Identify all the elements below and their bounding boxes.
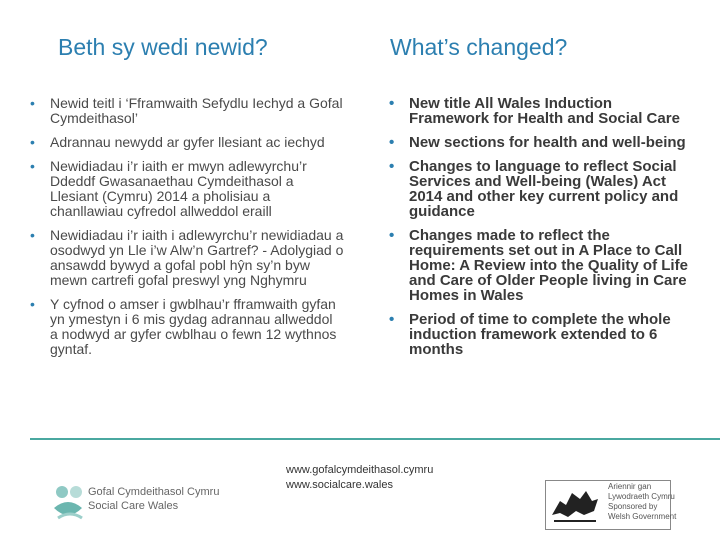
bullets-english	[389, 96, 689, 366]
bullet-english-3: • Changes to language to reflect Social Services and Well-being (Wales) Act 2014 and other key current policy and guidance	[389, 159, 689, 219]
footer-divider	[30, 438, 720, 440]
logo-english: Social Care Wales	[88, 500, 179, 512]
footer-links	[286, 463, 433, 493]
bullet-welsh-2: • Adrannau newydd ar gyfer llesiant ac iechyd	[30, 135, 344, 150]
bullet-welsh-3: • Newidiadau i’r iaith er mwyn adlewyrchu’r Ddeddf Gwasanaethau Cymdeithasol a Llesiant (Cymru) 2014 a pholisiau a chanllawiau cyfredol allweddol eraill	[30, 159, 344, 219]
welsh-dragon-icon	[546, 481, 604, 527]
bullet-welsh-4: • Newidiadau i’r iaith i adlewyrchu’r newidiadau a osodwyd yn Lle i’w Alw’n Gartref? - Adolygiad o ansawdd bywyd a gofal pobl hŷn sy’n byw mewn cartrefi gofal preswyl yng Nghymru	[30, 228, 344, 288]
bullet-english-2: • New sections for health and well-being	[389, 135, 689, 150]
link-welsh-site[interactable]: www.gofalcymdeithasol.cymru	[286, 464, 434, 476]
gov-sponsored-by: Sponsored by	[608, 502, 658, 511]
bullet-english-1: • New title All Wales Induction Framework for Health and Social Care	[389, 96, 689, 126]
title-english: What’s changed?	[390, 34, 568, 60]
bullet-welsh-1: • Newid teitl i ‘Fframwaith Sefydlu Iechyd a Gofal Cymdeithasol’	[30, 96, 344, 126]
social-care-wales-logo-text	[88, 485, 219, 513]
bullet-english-4: • Changes made to reflect the requirements set out in A Place to Call Home: A Review into the Quality of Life and Care of Older People living in Care Homes in Wales	[389, 228, 689, 303]
title-welsh: Beth sy wedi newid?	[58, 34, 268, 60]
gov-name-english: Welsh Government	[608, 512, 677, 521]
welsh-government-text	[608, 482, 676, 522]
bullets-welsh	[30, 96, 344, 366]
link-english-site[interactable]: www.socialcare.wales	[286, 479, 393, 491]
gov-funded-by: Ariennir gan	[608, 482, 652, 491]
bullet-english-5: • Period of time to complete the whole induction framework extended to 6 months	[389, 312, 689, 357]
logo-welsh: Gofal Cymdeithasol Cymru	[88, 486, 220, 498]
gov-name-welsh: Lywodraeth Cymru	[608, 492, 675, 501]
bullet-welsh-5: • Y cyfnod o amser i gwblhau’r fframwaith gyfan yn ymestyn i 6 mis gydag adrannau allweddol a nodwyd ar gyfer cwblhau o fewn 12 wythnos gyntaf.	[30, 297, 344, 357]
